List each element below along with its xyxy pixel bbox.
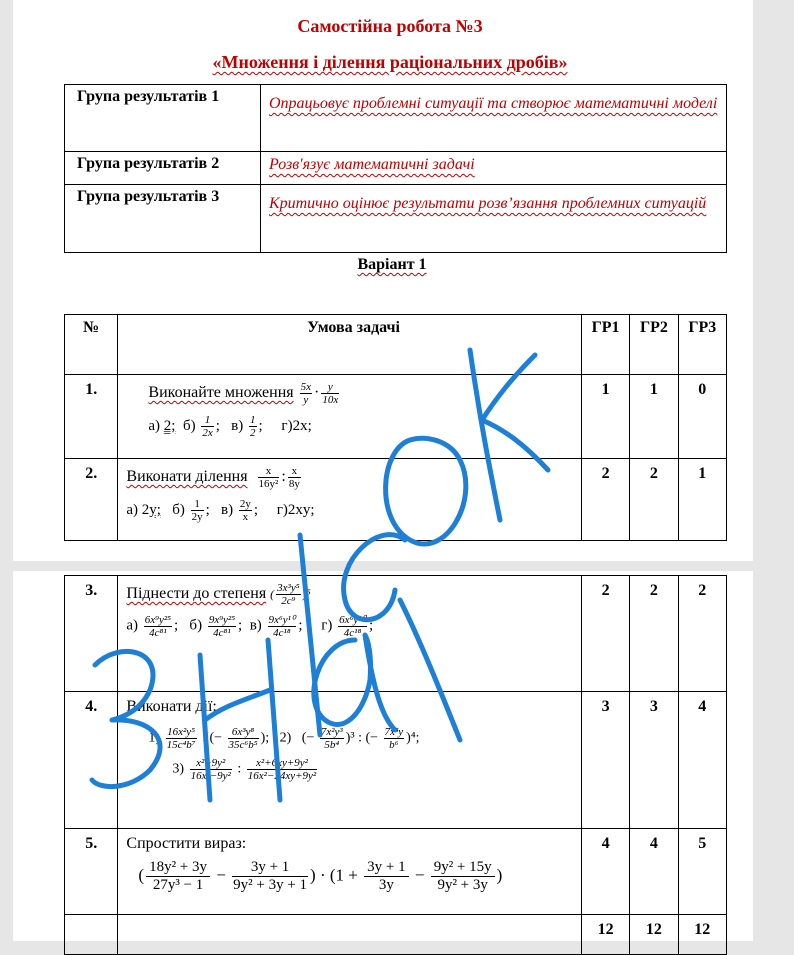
formula: ( $\frac{\text{18y² + 3y}}{\text{27y³ − 1}}$ − $\frac{3y + 1}{\text{9y² + 3y + 1}}$ ) · (1 + $\frac{3y + 1}{3y}$ − $\frac{\text{9y² + 15y}}{\text{9y² + 3y}}$ ) [138,859,503,893]
task-condition: Виконати ділення $\frac{x}{\text{16y²}}$ : $\frac{x}{8y}$ а) 2y; б) $\frac{1}{2y}$ ; в) $\frac{2y}{x}$ ; г)2xy; [118,459,582,541]
task-number: 2. [65,459,118,541]
task-number: 4. [65,692,118,829]
score-g1: 2 [581,459,629,541]
tasks-table [64,314,727,541]
task-condition: Виконайте множення $\frac{5x}{y}$ · $\frac{y}{10x}$ а) 2; б) $\frac{1}{2x}$ ; в) $\frac{1}{2}$ ; г)2x; [118,375,582,459]
task-number: 1. [65,375,118,459]
group-label: Група результатів 3 [65,185,261,253]
task-number: 5. [65,829,118,915]
col-header-g3: ГР3 [678,315,726,375]
table-row [65,829,727,915]
task-condition [118,829,582,915]
table-header-row [65,315,727,375]
group-label: Група результатів 1 [65,85,261,152]
score-g1: 3 [581,692,629,829]
group-row [65,185,727,253]
col-header-num: № [65,315,118,375]
score-g2: 1 [630,375,678,459]
results-groups-table [64,84,727,253]
table-row [65,459,727,541]
score-g3: 1 [678,459,726,541]
score-g2: 4 [630,829,678,915]
variant-heading: Варіант 1 [357,256,427,273]
task-text: Виконати дії: [126,698,217,715]
table-total-row [65,915,727,955]
task-text: Піднести до степеня [126,585,267,603]
page-title: Самостійна робота №3 [297,16,483,36]
answer-options: а) 2y; б) $\frac{1}{2y}$ ; в) $\frac{2y}{x}$ ; г)2xy; [126,498,315,523]
group-row [65,85,727,152]
score-g1: 1 [581,375,629,459]
formula: $\frac{x}{8y}$ [288,465,300,490]
tasks-table-continued [64,575,727,955]
group-description: Розв'язує математичні задачі [261,152,727,185]
answer-options: а) 2; б) $\frac{1}{2x}$ ; в) $\frac{1}{2}$ ; г)2x; [148,414,312,439]
score-g2: 2 [630,459,678,541]
col-header-task: Умова задачі [118,315,582,375]
task-text: Виконати ділення [126,468,248,486]
formula: ( [270,587,275,602]
score-g3: 4 [678,692,726,829]
score-g2: 3 [630,692,678,829]
col-header-g2: ГР2 [630,315,678,375]
group-description: Опрацьовує проблемні ситуації та створює математичні моделі [261,85,727,152]
col-header-g1: ГР1 [581,315,629,375]
formula: $\frac{y}{10x}$ [322,381,339,406]
score-g3: 0 [678,375,726,459]
formula: $\frac{5x}{y}$ [300,381,312,406]
page-subtitle: «Множення і ділення раціональних дробів» [212,52,568,72]
group-label: Група результатів 2 [65,152,261,185]
table-row [65,692,727,829]
answer-options: а) $\frac{\text{6x⁹y²⁵}}{\text{4c⁸¹}}$ ; б) $\frac{\text{9x⁹y²⁵}}{\text{4c⁸¹}}$ ; в) $\frac{\text{9x⁶y¹⁰}}{\text{4c¹⁸}}$ ; г) $\frac{\text{6x⁶y¹⁰}}{\text{4c¹⁸}}$ ; [126,613,374,639]
task-text: Спростити вираз: [126,835,247,852]
task-text: Виконайте множення [148,384,294,402]
total-g3: 12 [678,915,726,955]
task-number: 3. [65,576,118,692]
score-g1: 2 [581,576,629,692]
total-g1: 12 [581,915,629,955]
formula: $\frac{x}{\text{16y²}}$ [258,465,279,490]
formula: 3) $\frac{\text{x²−9y²}}{\text{16x²−9y²}}$ : $\frac{\text{x²+6xy+9y²}}{\text{16x²−24xy+9y²}}$ [172,757,317,782]
group-row [65,152,727,185]
formula: 1) $\frac{\text{16x²y⁵}}{\text{15c⁴b⁷}}$ : (− $\frac{\text{6x³y⁸}}{\text{35c⁶b⁵}}$ ); 2) (− $\frac{\text{7x²y³}}{\text{5b⁴}}$ )³ : (− $\frac{\text{7x³y}}{\text{b⁶}}$ )⁴; [148,726,420,751]
task-condition: Піднести до степеня ( $\frac{\text{3x³y⁵}}{\text{2c⁹}}$ )⁵ а) $\frac{\text{6x⁹y²⁵}}{\text{4c⁸¹}}$ ; б) $\frac{\text{9x⁹y²⁵}}{\text{4c⁸¹}}$ ; в) $\frac{\text{9x⁶y¹⁰}}{\text{4c¹⁸}}$ ; г) $\frac{\text{6x⁶y¹⁰}}{\text{4c¹⁸}}$ ; [118,576,582,692]
score-g3: 2 [678,576,726,692]
score-g3: 5 [678,829,726,915]
group-description: Критично оцінює результати розв’язання проблемних ситуацій [261,185,727,253]
score-g2: 2 [630,576,678,692]
score-g1: 4 [581,829,629,915]
table-row [65,576,727,692]
formula: $\frac{\text{3x³y⁵}}{\text{2c⁹}}$ [277,582,300,607]
table-row [65,375,727,459]
total-g2: 12 [630,915,678,955]
task-condition [118,692,582,829]
